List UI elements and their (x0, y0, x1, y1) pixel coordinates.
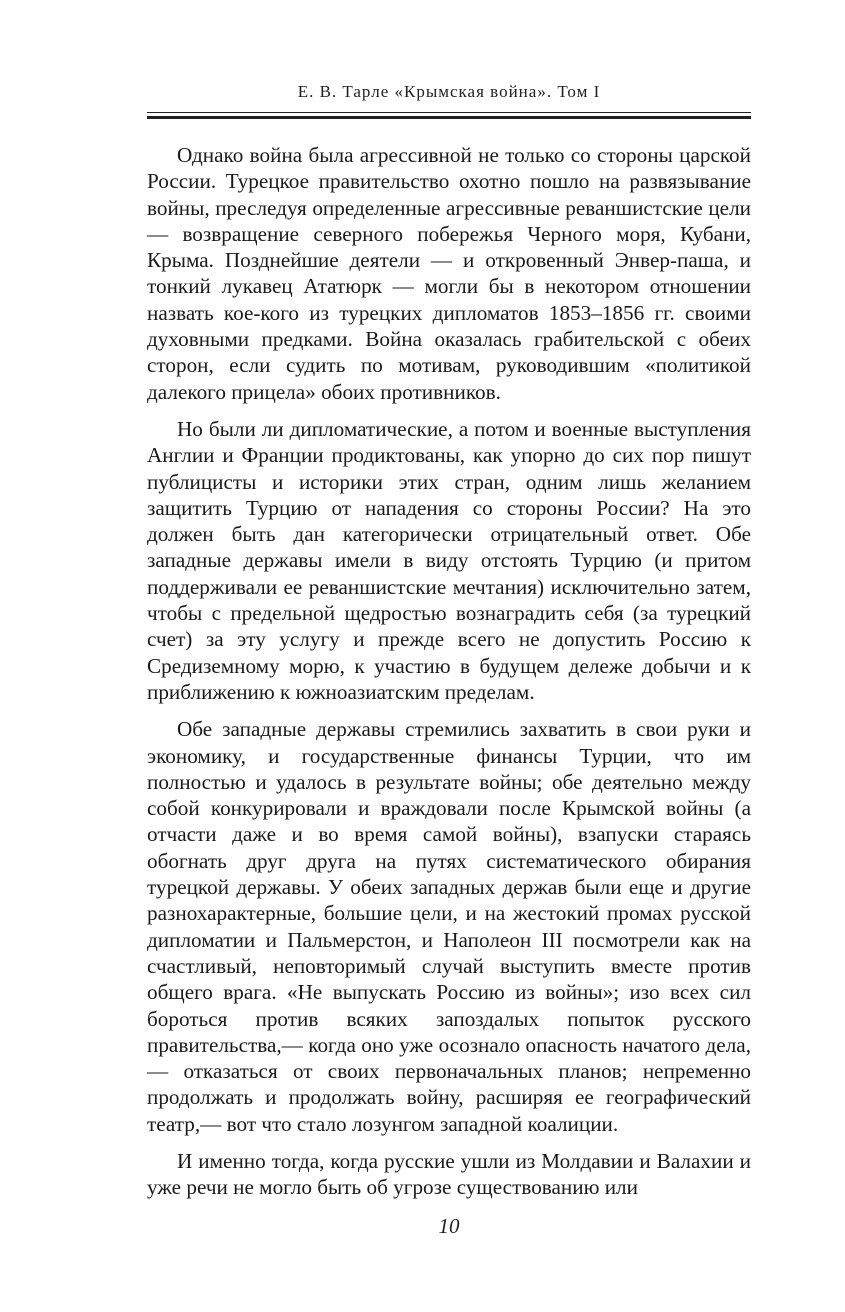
running-head: Е. В. Тарле «Крымская война». Том I (297, 82, 601, 101)
header-rule-thin (147, 112, 751, 113)
header-rule-thick (147, 116, 751, 119)
paragraph-2: Но были ли дипломатические, а потом и военные выступления Англии и Франции продиктованы, как упорно до сих пор пишут публицисты и историки этих стран, одним лишь желанием защитить Турцию от нападения со стороны России? На это должен быть дан категорически отрицательный ответ. Обе западные державы имели в виду отстоять Турцию (и притом поддерживали ее реваншистские мечтания) исключительно затем, чтобы с предельной щедростью вознаградить себя (за турецкий счет) за эту услугу и прежде всего не допустить Россию к Средиземному морю, к участию в будущем дележе добычи и к приближению к южноазиатским пределам. (147, 416, 751, 704)
paragraph-4: И именно тогда, когда русские ушли из Молдавии и Валахии и уже речи не могло быть об угрозе существованию или (147, 1148, 751, 1200)
page-number: 10 (438, 1214, 460, 1238)
paragraph-3: Обе западные державы стремились захватить в свои руки и экономику, и государственные финансы Турции, что им полностью и удалось в результате войны; обе деятельно между собой конкурировали и враждовали после Крымской войны (а отчасти даже и во время самой войны), взапуски стараясь обогнать друг друга на путях систематического обирания турецкой державы. У обеих западных держав были еще и другие разнохарактерные, большие цели, и на жестокий промах русской дипломатии и Пальмерстон, и Наполеон III посмотрели как на счастливый, неповторимый случай выступить вместе против общего врага. «Не выпускать Россию из войны»; изо всех сил бороться против всяких запоздалых попыток русского правительства,— когда оно уже осознало опасность начатого дела,— отказаться от своих первоначальных планов; непременно продолжать и продолжать войну, расширяя ее географический театр,— вот что стало лозунгом западной коалиции. (147, 717, 751, 1136)
body-text (147, 142, 751, 1212)
paragraph-1: Однако война была агрессивной не только со стороны царской России. Турецкое правительство охотно пошло на развязывание войны, преследуя определенные агрессивные реваншистские цели — возвращение северного побережья Черного моря, Кубани, Крыма. Позднейшие деятели — и откровенный Энвер-паша, и тонкий лукавец Ататюрк — могли бы в некотором отношении назвать кое-кого из турецких дипломатов 1853–1856 гг. своими духовными предками. Война оказалась грабительской с обеих сторон, если судить по мотивам, руководившим «политикой далекого прицела» обоих противников. (147, 143, 751, 404)
